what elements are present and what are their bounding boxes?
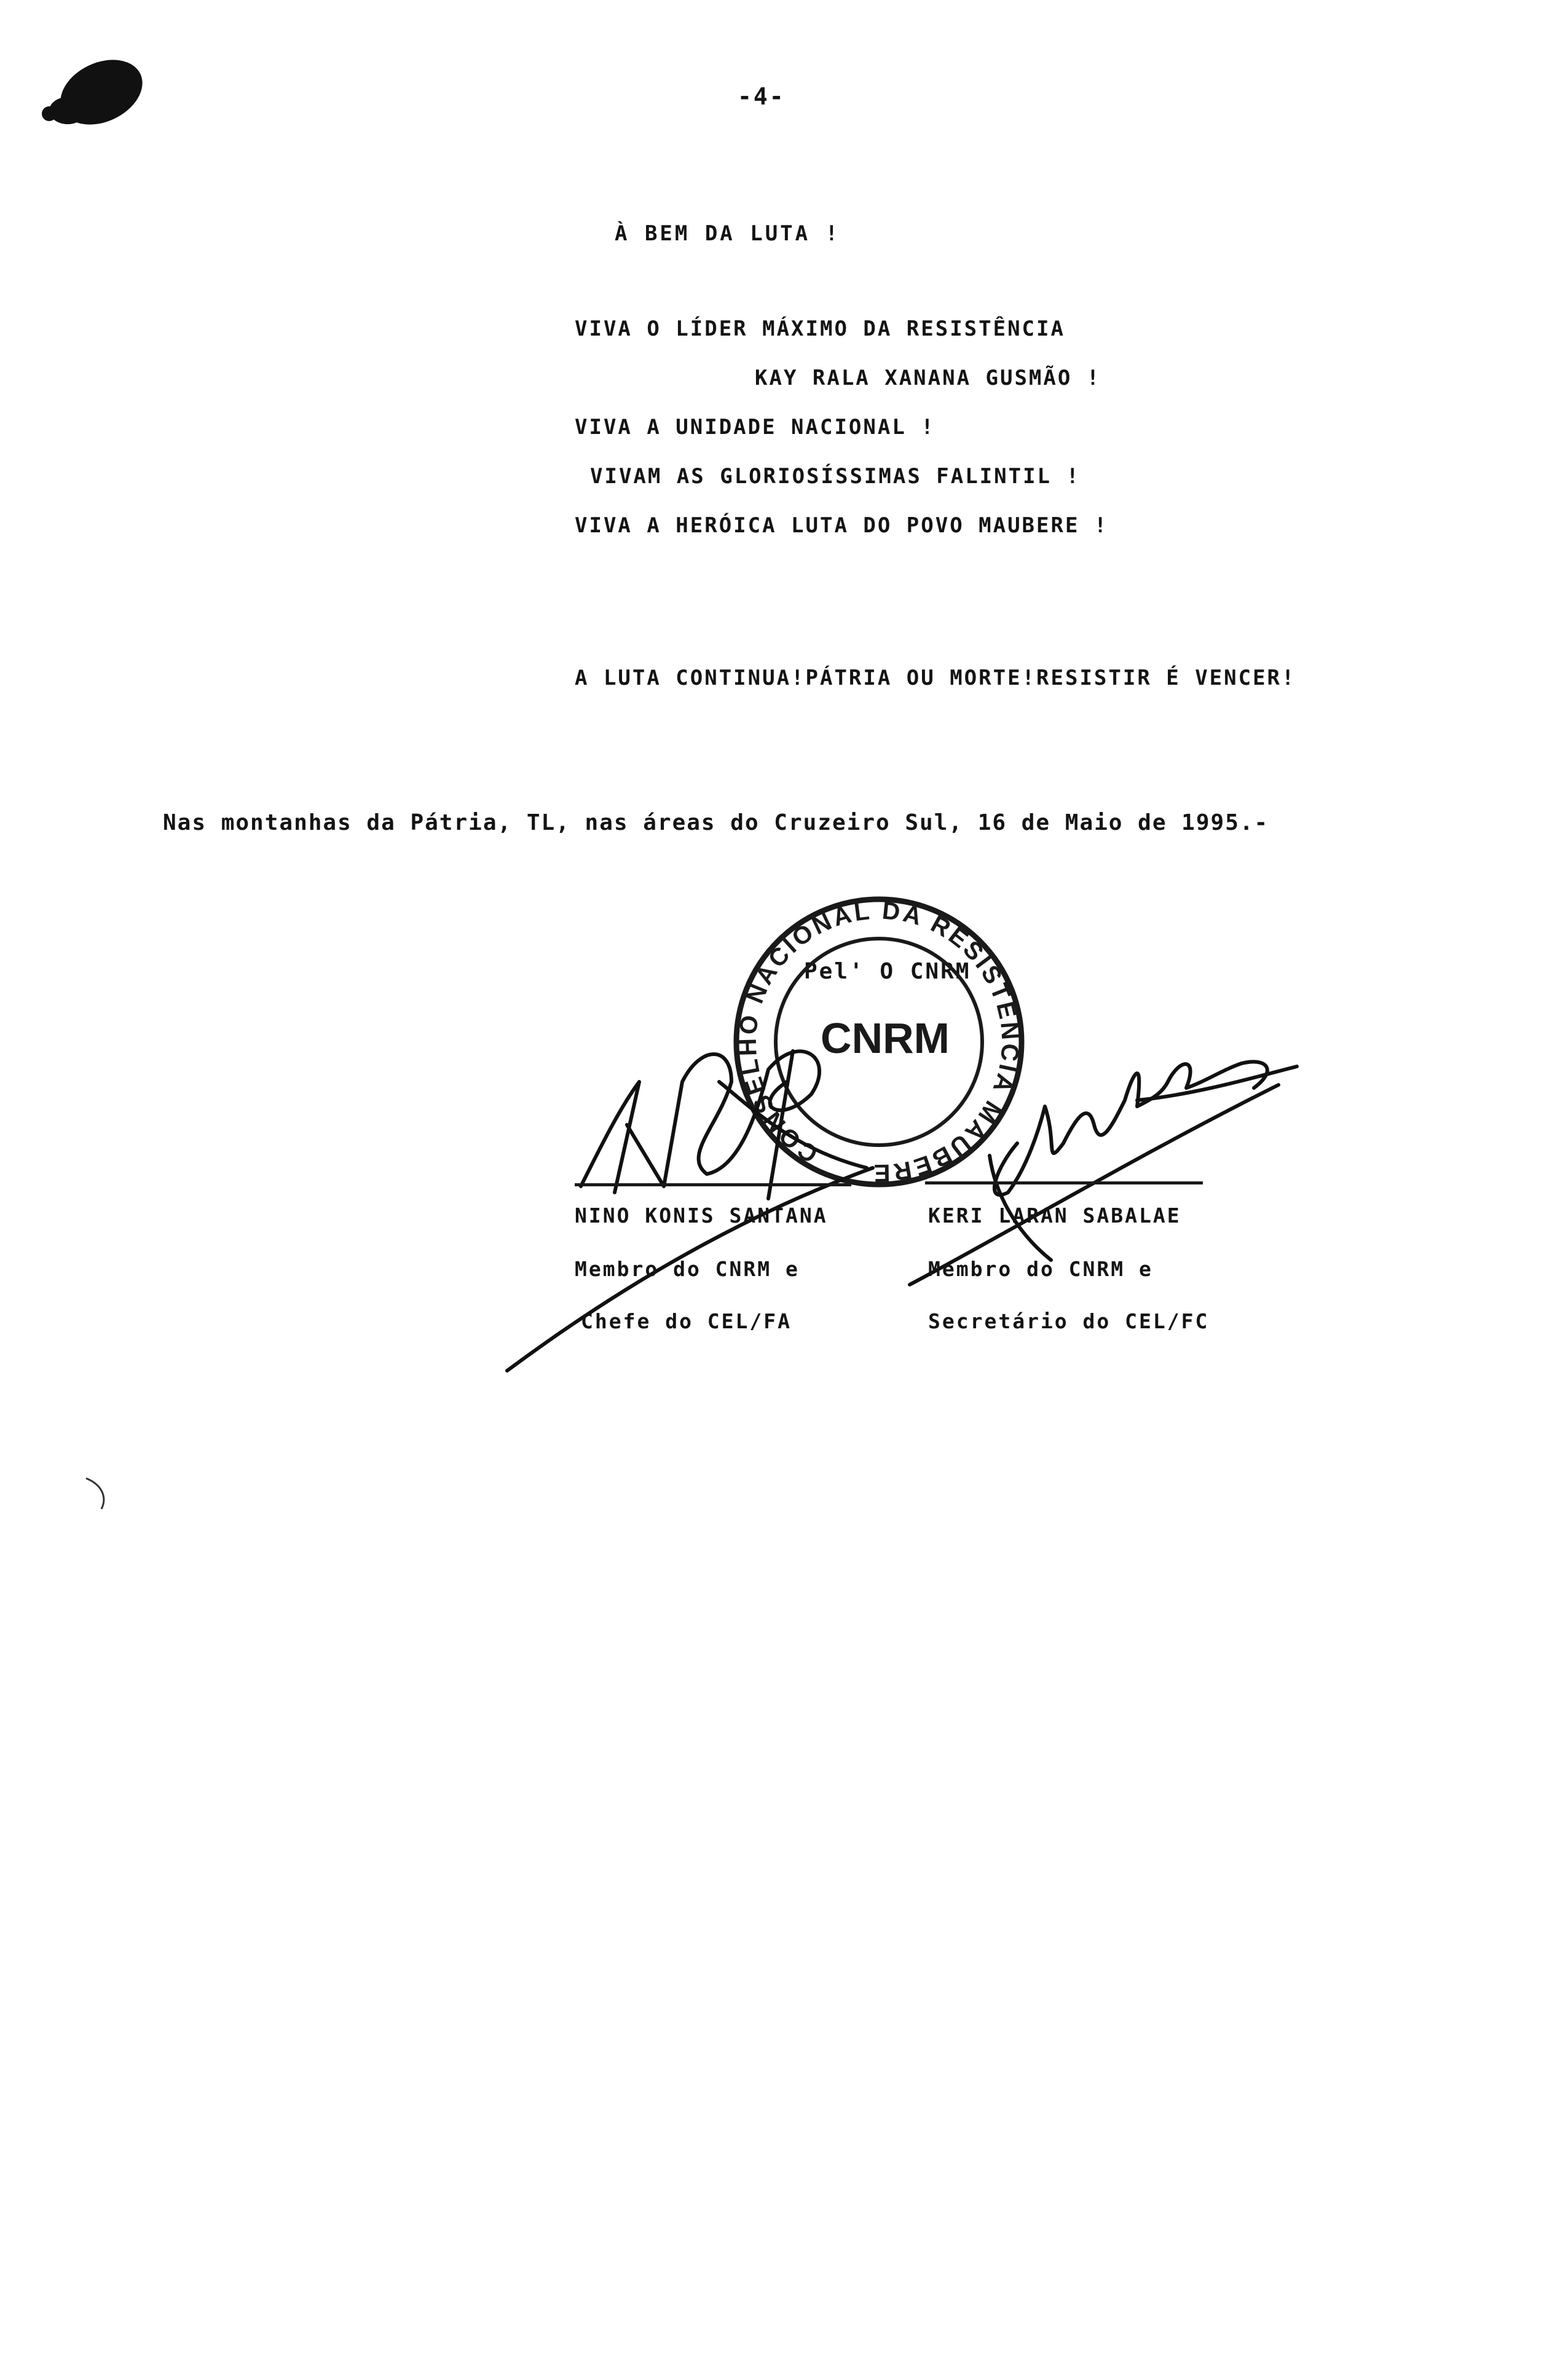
place-date: Nas montanhas da Pátria, TL, nas áreas do Cruzeiro Sul, 16 de Maio de 1995.- [163,810,1269,835]
page-number: -4- [738,83,786,110]
motto: A LUTA CONTINUA!PÁTRIA OU MORTE!RESISTIR É VENCER! [575,666,1296,690]
signature-line-right [925,1181,1203,1184]
slogan-line: VIVA A UNIDADE NACIONAL ! [575,415,935,439]
signatory-name: NINO KONIS SANTANA [575,1204,828,1227]
signature-line-left [575,1183,851,1186]
on-behalf-label: Pel' O CNRM [804,959,971,984]
signatory-role: Membro do CNRM e [928,1257,1153,1281]
seal-center-text: CNRM [821,1014,950,1062]
slogan-line: VIVAM AS GLORIOSÍSSIMAS FALINTIL ! [590,464,1081,489]
slogan-line: VIVA O LÍDER MÁXIMO DA RESISTÊNCIA [575,317,1065,341]
signatory-name: KERI LARAN SABALAE [928,1204,1181,1227]
margin-mark [86,1478,104,1509]
slogan-line: KAY RALA XANANA GUSMÃO ! [755,366,1101,390]
closing-heading: À BEM DA LUTA ! [615,221,841,246]
signatory-role: Membro do CNRM e [575,1257,800,1281]
signatory-role: Secretário do CEL/FC [928,1309,1210,1333]
ink-blot [42,47,153,137]
seal-ring-textpath: CONSELHO NACIONAL DA RESISTÊNCIA MAUBERE [734,897,1024,1187]
slogan-line: VIVA A HERÓICA LUTA DO POVO MAUBERE ! [575,513,1109,538]
signatory-role: Chefe do CEL/FA [581,1309,792,1333]
